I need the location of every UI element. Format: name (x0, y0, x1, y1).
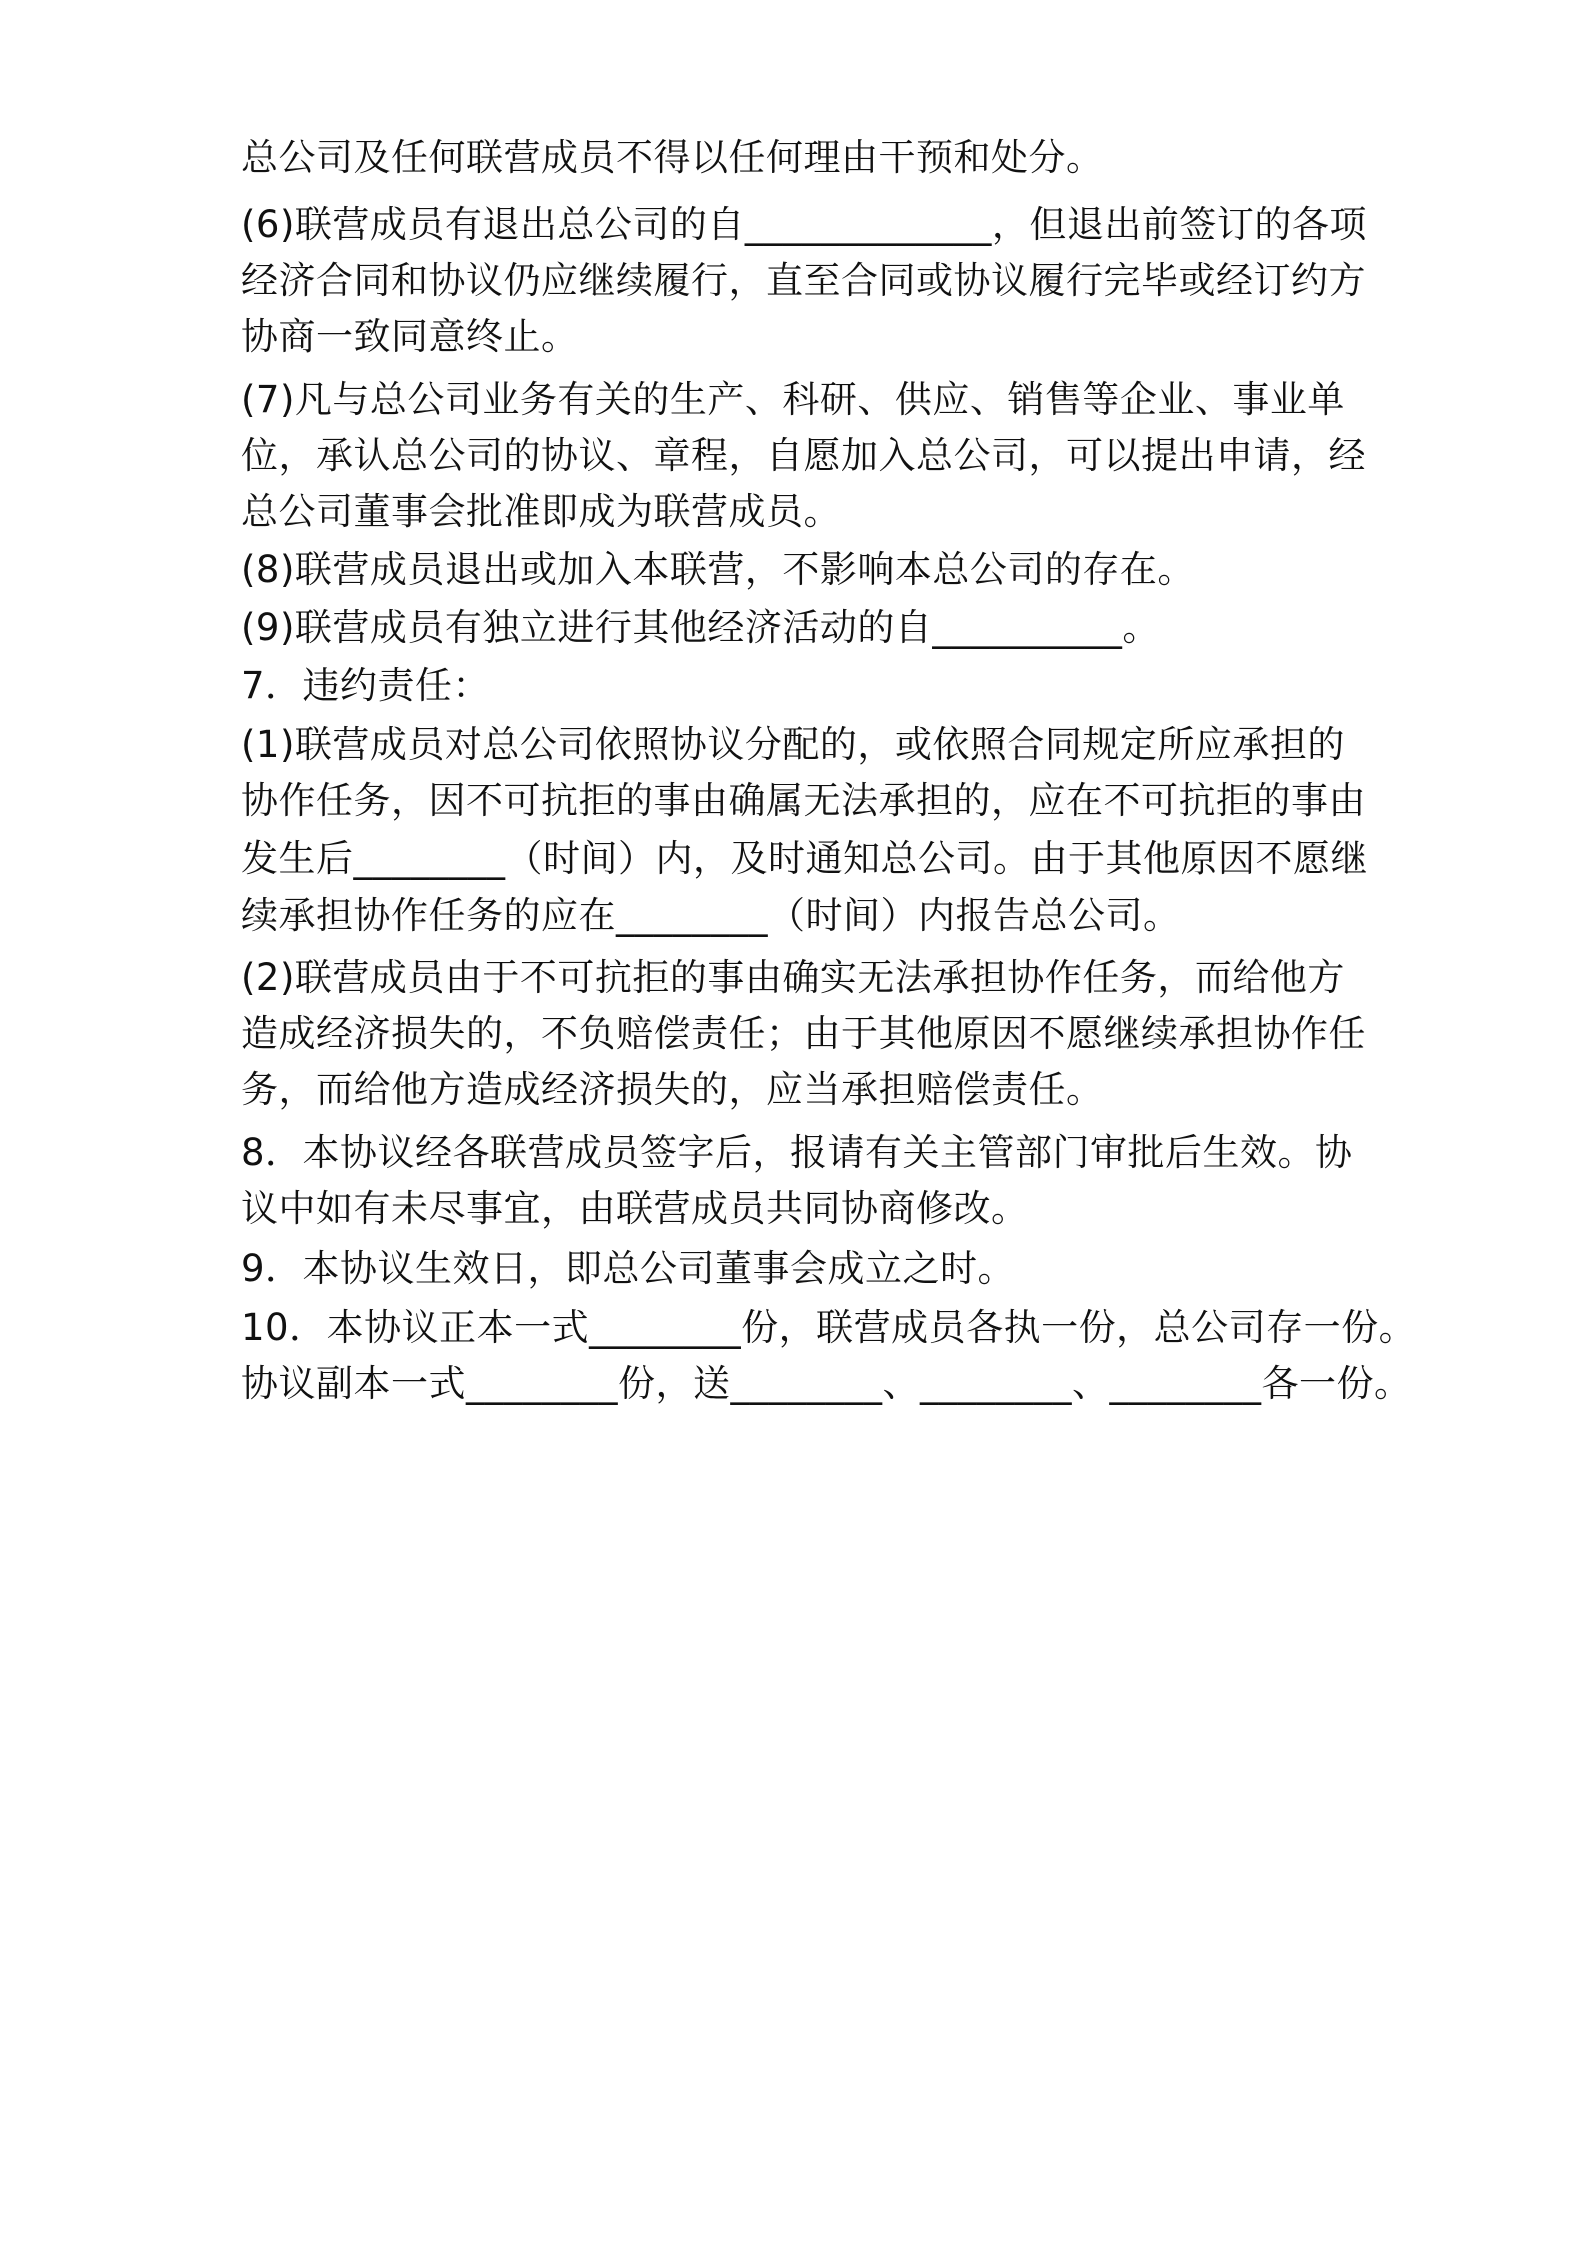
text-line: 位，承认总公司的协议、章程，自愿加入总公司，可以提出申请，经 (241, 434, 1366, 477)
text-line: 续承担协作任务的应在________（时间）内报告总公司。 (241, 894, 1181, 937)
text-line: 经济合同和协议仍应继续履行，直至合同或协议履行完毕或经订约方 (241, 259, 1366, 302)
text-line: 9．本协议生效日，即总公司董事会成立之时。 (241, 1247, 1016, 1290)
text-line: 议中如有未尽事宜，由联营成员共同协商修改。 (241, 1187, 1029, 1230)
text-line: (1)联营成员对总公司依照协议分配的，或依照合同规定所应承担的 (241, 723, 1345, 766)
text-line: 发生后________（时间）内，及时通知总公司。由于其他原因不愿继 (241, 837, 1368, 880)
text-line: 造成经济损失的，不负赔偿责任；由于其他原因不愿继续承担协作任 (241, 1012, 1366, 1055)
text-line: 总公司董事会批准即成为联营成员。 (241, 490, 841, 533)
text-line: 10．本协议正本一式________份，联营成员各执一份，总公司存一份。 (241, 1306, 1417, 1349)
text-line: (7)凡与总公司业务有关的生产、科研、供应、销售等企业、事业单 (241, 378, 1345, 421)
section-heading: 7．违约责任： (241, 664, 491, 707)
text-line: 务，而给他方造成经济损失的，应当承担赔偿责任。 (241, 1068, 1104, 1111)
text-line: 总公司及任何联营成员不得以任何理由干预和处分。 (241, 136, 1104, 179)
text-line: 8．本协议经各联营成员签字后，报请有关主管部门审批后生效。协 (241, 1131, 1353, 1174)
text-line: 协议副本一式________份，送________、________、________各一份。 (241, 1362, 1412, 1405)
text-line: (6)联营成员有退出总公司的自_____________，但退出前签订的各项 (241, 203, 1367, 246)
text-line: (2)联营成员由于不可抗拒的事由确实无法承担协作任务，而给他方 (241, 956, 1345, 999)
text-line: 协作任务，因不可抗拒的事由确属无法承担的，应在不可抗拒的事由 (241, 779, 1366, 822)
text-line: (9)联营成员有独立进行其他经济活动的自__________。 (241, 606, 1160, 649)
text-line: 协商一致同意终止。 (241, 315, 579, 358)
text-line: (8)联营成员退出或加入本联营，不影响本总公司的存在。 (241, 548, 1195, 591)
